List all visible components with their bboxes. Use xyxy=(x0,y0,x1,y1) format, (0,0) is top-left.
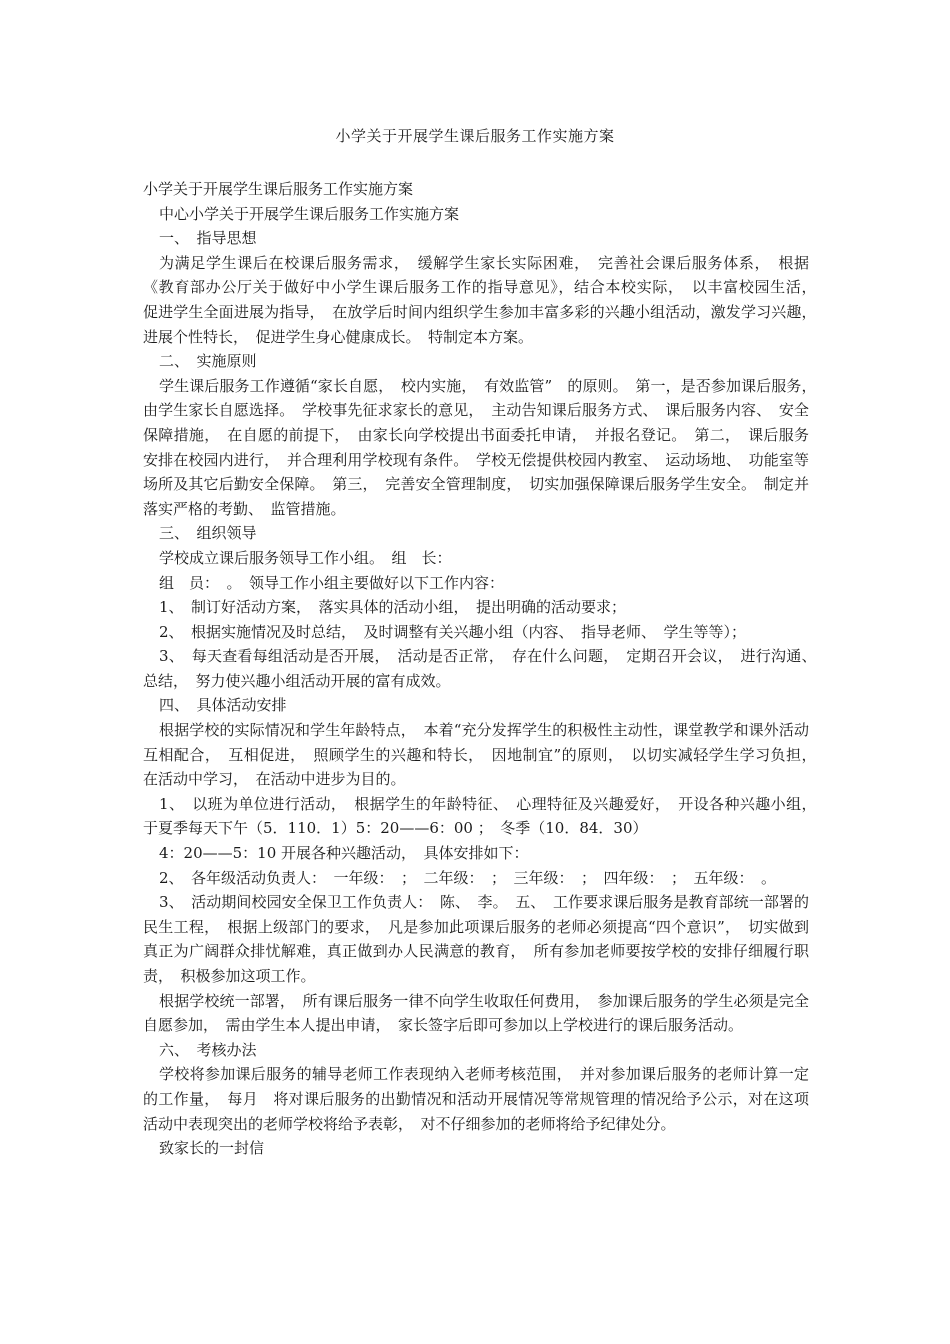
list-item: 2、 根据实施情况及时总结， 及时调整有关兴趣小组（内容、 指导老师、 学生等等）； xyxy=(159,622,747,641)
section-heading-assessment: 六、 考核办法 xyxy=(159,1040,257,1059)
paragraph: 4：20——5：10 开展各种兴趣活动， 具体安排如下： xyxy=(159,844,529,863)
paragraph: 学生课后服务工作遵循“家长自愿， 校内实施， 有效监管” 的原则。 第一，是否参加课后服务， 由学生家长自愿选择。 学校事先征求家长的意见， 主动告知课后服务方式、 课后服务内容、 安全保障措施， 在自愿的前提下， 由家长向学校提出书面委托申请， 并报名登记。 第二， 课后服务安排在校园内进行， 并合理利用学校现有条件。 学校无偿提供校园内教室、 运动场地、 功能室等场所及其它后勤安全保障。 第三， 完善安全管理制度， 切实加强保障课后服务学生安全。 制定并落实严格的考勤、 监管措施。 xyxy=(143,376,825,518)
list-item: 1、 制订好活动方案， 落实具体的活动小组， 提出明确的活动要求； xyxy=(159,598,627,617)
paragraph: 学校将参加课后服务的辅导老师工作表现纳入老师考核范围， 并对参加课后服务的老师计算一定的工作量， 每月 将对课后服务的出勤情况和活动开展情况等常规管理的情况给予公示，对在这项活动中表现突出的老师学校将给予表彰， 对不仔细参加的老师将给予纪律处分。 xyxy=(143,1065,809,1133)
section-heading-guiding-thought: 一、 指导思想 xyxy=(159,229,257,248)
paragraph: 组 员： 。 领导工作小组主要做好以下工作内容： xyxy=(159,573,505,592)
document-body xyxy=(143,177,825,1161)
school-title: 中心小学关于开展学生课后服务工作实施方案 xyxy=(159,204,460,223)
list-item: 3、 每天查看每组活动是否开展， 活动是否正常， 存在什么问题， 定期召开会议， 进行沟通、 总结， 努力使兴趣小组活动开展的富有成效。 xyxy=(143,647,825,690)
section-heading-activity-arrangement: 四、 具体活动安排 xyxy=(159,696,287,715)
paragraph: 为满足学生课后在校课后服务需求， 缓解学生家长实际困难， 完善社会课后服务体系， 根据《教育部办公厅关于做好中小学生课后服务工作的指导意见》，结合本校实际， 以丰富校园生活， 促进学生全面进展为指导， 在放学后时间内组织学生参加丰富多彩的兴趣小组活动，激发学习兴趣， 进展个性特长， 促进学生身心健康成长。 特制定本方案。 xyxy=(143,253,825,346)
section-heading-principles: 二、 实施原则 xyxy=(159,352,257,371)
paragraph: 根据学校的实际情况和学生年龄特点， 本着“充分发挥学生的积极性主动性，课堂教学和课外活动互相配合， 互相促进， 照顾学生的兴趣和特长， 因地制宜”的原则， 以切实减轻学生学习负担， 在活动中学习， 在活动中进步为目的。 xyxy=(143,721,825,789)
subtitle: 小学关于开展学生课后服务工作实施方案 xyxy=(143,180,414,198)
list-item: 1、 以班为单位进行活动， 根据学生的年龄特征、 心理特征及兴趣爱好， 开设各种兴趣小组， 于夏季每天下午（5．110．1）5：20——6：00 ； 冬季（10．84．30） xyxy=(143,794,825,838)
section-heading-organization: 三、 组织领导 xyxy=(159,524,257,543)
paragraph: 根据学校统一部署， 所有课后服务一律不向学生收取任何费用， 参加课后服务的学生必须是完全自愿参加， 需由学生本人提出申请， 家长签字后即可参加以上学校进行的课后服务活动。 xyxy=(143,991,809,1035)
document-title: 小学关于开展学生课后服务工作实施方案 xyxy=(335,127,615,145)
closing-heading: 致家长的一封信 xyxy=(159,1139,265,1158)
list-item: 2、 各年级活动负责人： 一年级： ； 二年级： ； 三年级： ； 四年级： ； 五年级： 。 xyxy=(159,868,777,887)
paragraph: 学校成立课后服务领导工作小组。 组 长： xyxy=(159,548,452,567)
list-item: 3、 活动期间校园安全保卫工作负责人： 陈、 李。 五、 工作要求课后服务是教育部统一部署的民生工程， 根据上级部门的要求， 凡是参加此项课后服务的老师必须提高“四个意识”， 切实做到真正为广阔群众排忧解难，真正做到办人民满意的教育， 所有参加老师要按学校的安排仔细履行职责， 积极参加这项工作。 xyxy=(143,893,809,985)
